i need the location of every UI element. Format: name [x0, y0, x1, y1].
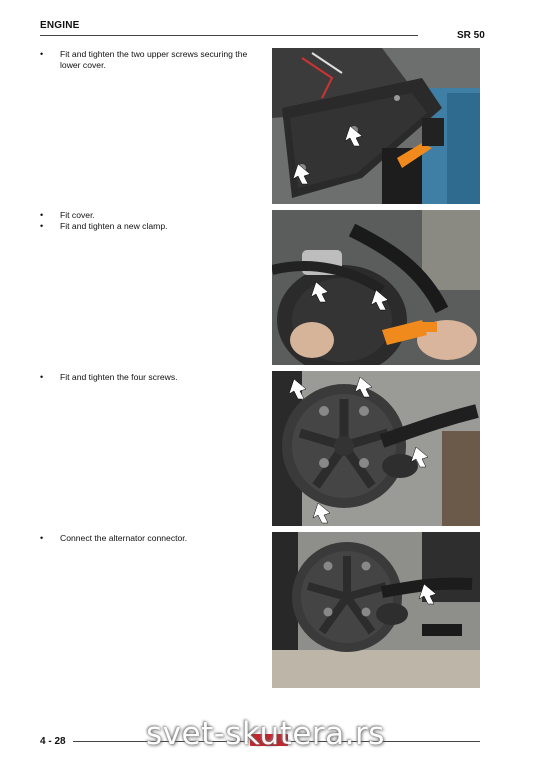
step-4-text — [40, 533, 268, 544]
bullet-item: • Connect the alternator connector. — [40, 533, 268, 544]
bullet-item: • Fit and tighten a new clamp. — [40, 221, 268, 232]
photo-four-screws — [272, 371, 480, 526]
model-name: SR 50 — [457, 30, 485, 41]
watermark: svet-skutera.rs — [146, 716, 385, 752]
step-2-text — [40, 210, 268, 231]
section-title: ENGINE — [40, 20, 80, 31]
bullet-item: • Fit cover. — [40, 210, 268, 221]
bullet-item: • Fit and tighten the four screws. — [40, 372, 268, 383]
photo-cover-clamp — [272, 210, 480, 365]
step-3-text — [40, 372, 268, 383]
photo-lower-cover-screws — [272, 48, 480, 204]
photo-alternator-connector — [272, 532, 480, 688]
page-number: 4 - 28 — [40, 736, 66, 747]
header-divider — [40, 35, 418, 36]
bullet-item: • Fit and tighten the two upper screws securing the lower cover. — [40, 49, 268, 70]
step-1-text — [40, 49, 268, 70]
